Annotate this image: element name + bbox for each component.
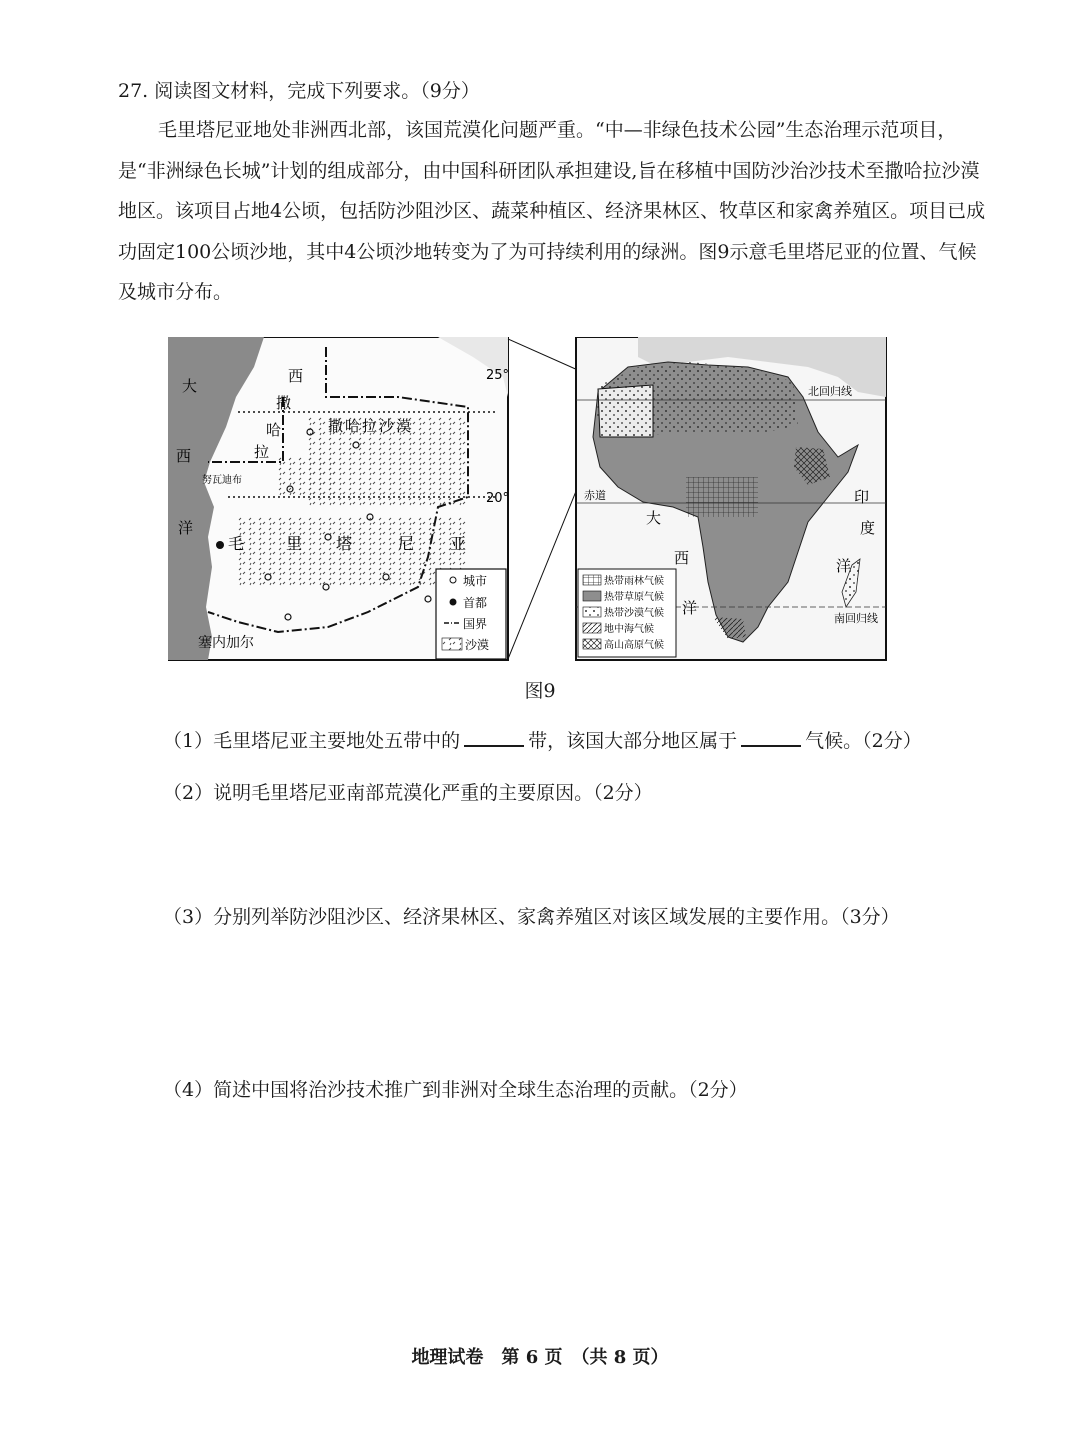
- label-indian-1: 印: [854, 488, 870, 506]
- subquestion-1: [163, 726, 922, 753]
- right-map: [576, 337, 886, 660]
- label-tropic-n: 北回归线: [808, 385, 852, 398]
- label-country-1: 毛: [228, 534, 245, 553]
- legend-mediterranean: 地中海气候: [604, 624, 654, 635]
- legend-border: 国界: [463, 617, 488, 631]
- left-map: [168, 337, 509, 660]
- label-country-4: 尼: [398, 534, 415, 553]
- label-desert-name: 撒哈拉沙漠: [328, 417, 414, 435]
- label-atlantic-3: 洋: [682, 599, 698, 617]
- label-country-2: 里: [286, 534, 303, 553]
- label-ocean-2: 西: [176, 447, 192, 465]
- label-lat-20: 20°: [486, 491, 510, 506]
- label-city: 努瓦迪布: [202, 475, 242, 486]
- label-country-5: 亚: [450, 534, 467, 553]
- label-neighbor: 塞内加尔: [198, 635, 254, 651]
- right-legend: [578, 569, 676, 657]
- question-paragraph: [118, 110, 988, 313]
- page-footer: 地理试卷 第 6 页 （共 8 页）: [411, 1347, 669, 1368]
- label-sahara-v1: 西: [288, 367, 304, 385]
- label-sahara-v2: 撒: [276, 394, 292, 412]
- q1-text-c: 气候。（2分）: [805, 730, 922, 752]
- capital-marker: [216, 541, 224, 549]
- label-sahara-v4: 拉: [254, 443, 270, 461]
- label-tropic-s: 南回归线: [834, 612, 878, 625]
- legend-savanna: 热带草原气候: [604, 592, 664, 603]
- q1-text-a: （1）毛里塔尼亚主要地处五带中的: [163, 730, 461, 752]
- subquestion-3: （3）分别列举防沙阻沙区、经济果林区、家禽养殖区对该区域发展的主要作用。（3分）: [163, 906, 900, 928]
- legend-highland: 高山高原气候: [604, 640, 664, 651]
- label-sahara-v3: 哈: [266, 421, 282, 439]
- legend-desert-climate: 热带沙漠气候: [604, 608, 664, 619]
- label-indian-3: 洋: [836, 557, 852, 575]
- legend-city: 城市: [463, 574, 488, 588]
- figure-caption: 图9: [524, 680, 556, 702]
- answer-blank-2[interactable]: [741, 727, 801, 747]
- label-lat-25: 25°: [486, 368, 510, 383]
- legend-capital: 首都: [463, 596, 488, 610]
- paragraph-text: 毛里塔尼亚地处非洲西北部，该国荒漠化问题严重。“中—非绿色技术公园”生态治理示范项目，是“非洲绿色长城”计划的组成部分，由中国科研团队承担建设,旨在移植中国防沙治沙技术至撒哈拉沙漠地区。该项目占地4公顷，包括防沙阻沙区、蔬菜种植区、经济果林区、牧草区和家禽养殖区。项目已成功固定100公顷沙地，其中4公顷沙地转变为了为可持续利用的绿洲。图9示意毛里塔尼亚的位置、气候及城市分布。: [118, 119, 986, 303]
- label-country-3: 塔: [336, 534, 353, 553]
- question-heading: 27. 阅读图文材料，完成下列要求。（9分）: [118, 80, 480, 102]
- label-indian-2: 度: [860, 519, 876, 537]
- figure-9-maps: [168, 337, 888, 662]
- answer-blank-1[interactable]: [464, 727, 524, 747]
- subquestion-2: （2）说明毛里塔尼亚南部荒漠化严重的主要原因。（2分）: [163, 782, 653, 804]
- left-legend: [436, 569, 506, 659]
- q1-text-b: 带，该国大部分地区属于: [528, 730, 738, 752]
- legend-rainforest: 热带雨林气候: [604, 576, 664, 587]
- label-ocean-3: 洋: [178, 519, 194, 537]
- legend-desert: 沙漠: [465, 638, 490, 652]
- label-atlantic-1: 大: [646, 509, 662, 527]
- label-equator: 赤道: [584, 489, 606, 502]
- label-atlantic-2: 西: [674, 549, 690, 567]
- label-ocean-1: 大: [182, 377, 198, 395]
- subquestion-4: （4）简述中国将治沙技术推广到非洲对全球生态治理的贡献。（2分）: [163, 1079, 748, 1101]
